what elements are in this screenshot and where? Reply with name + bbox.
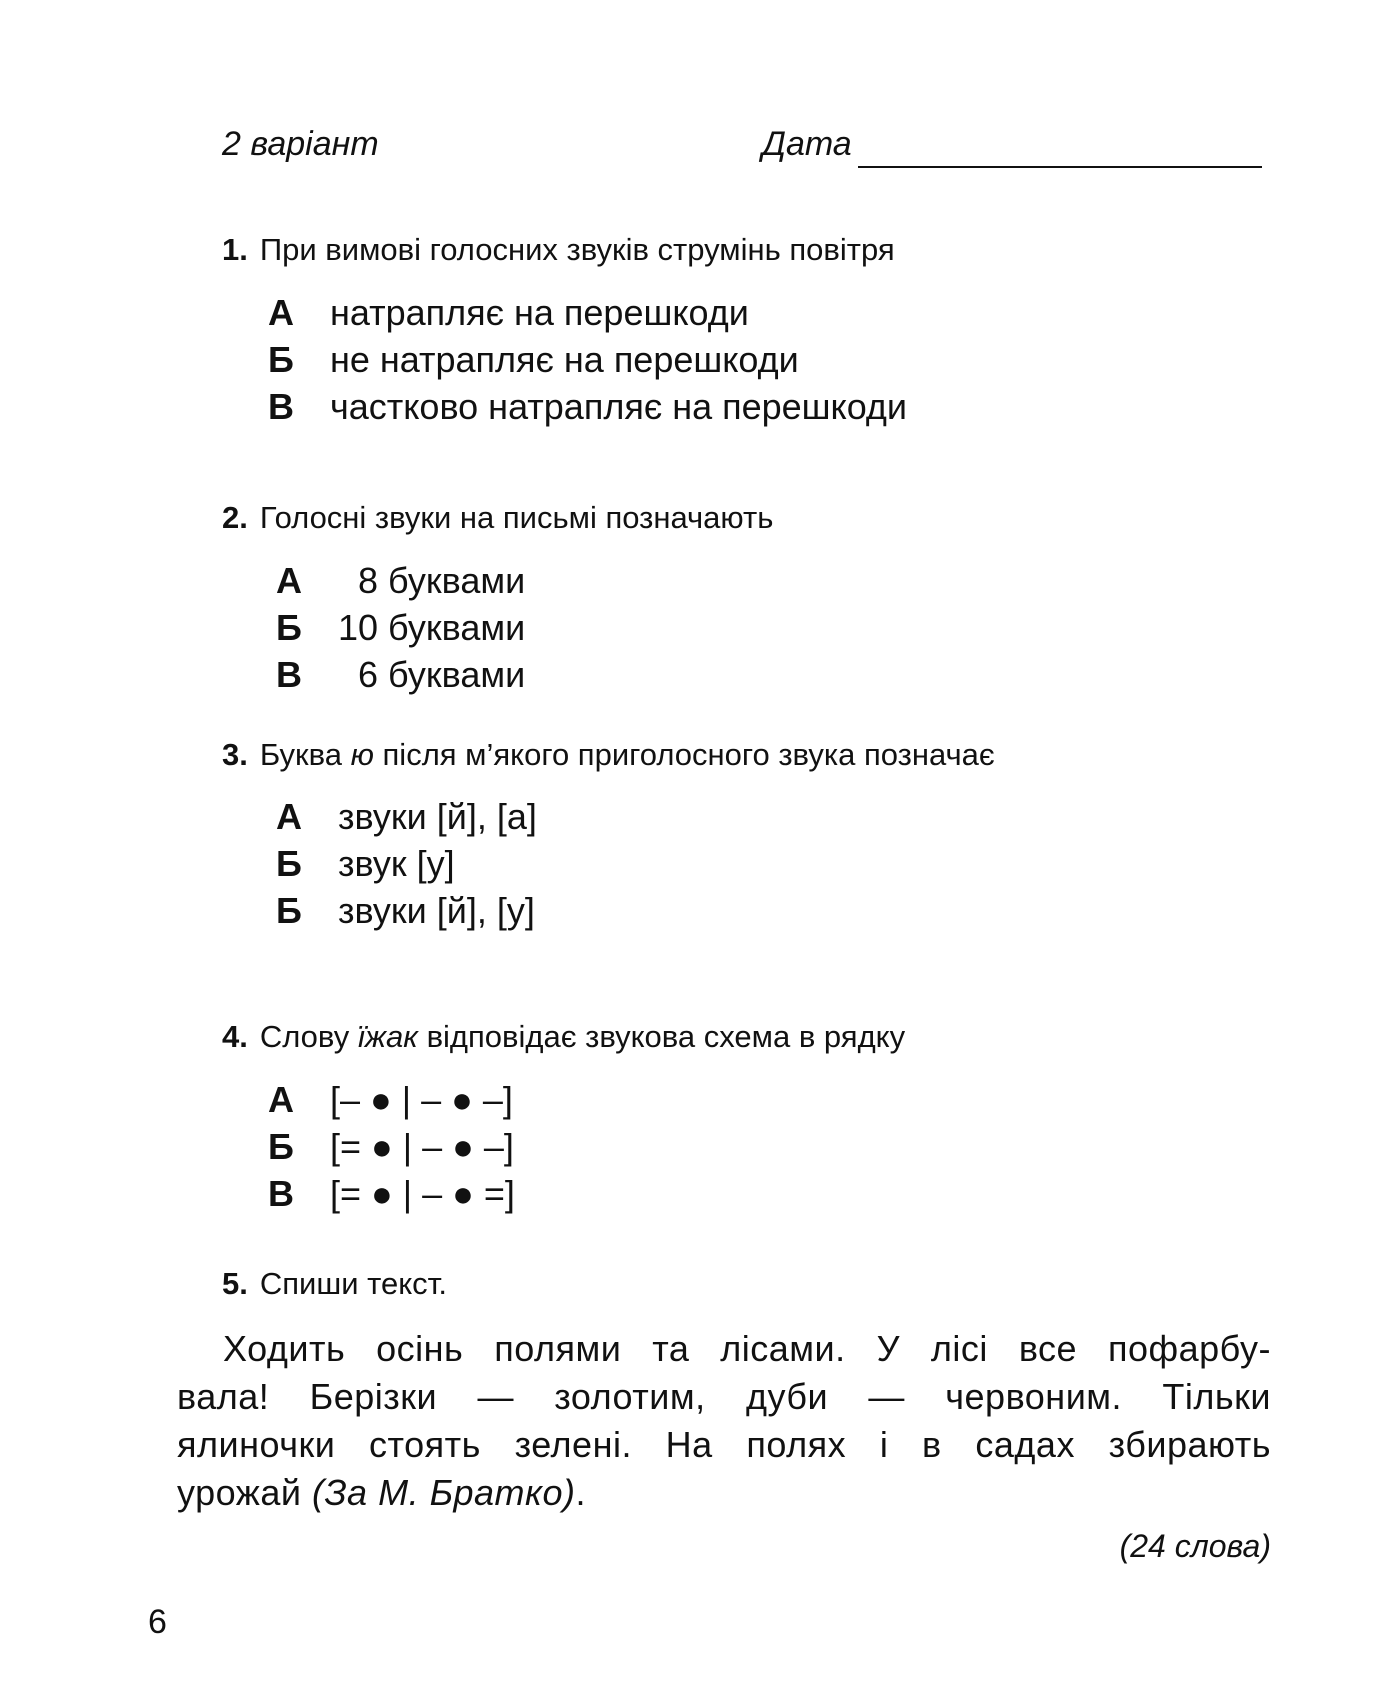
option-text: 10 буквами	[338, 607, 526, 648]
text-line-start: урожай	[177, 1472, 302, 1513]
question-word: їжак	[357, 1019, 418, 1054]
q4-option-a	[268, 1079, 513, 1121]
option-letter: А	[268, 1079, 294, 1120]
dictation-text	[177, 1325, 1271, 1517]
option-text: 6 буквами	[358, 654, 526, 695]
q2-option-a	[276, 560, 525, 602]
question-1	[222, 232, 895, 268]
question-text-after: після м’якого приголосного звука позначає	[382, 737, 995, 772]
option-text: не натрапляє на перешкоди	[330, 339, 799, 380]
text-line: Ходить осінь полями та лісами. У лісі все пофарбу-	[223, 1328, 1271, 1369]
sound-scheme: [= ● | – ● =]	[330, 1173, 515, 1214]
q2-option-b	[276, 607, 525, 649]
q1-option-b	[268, 339, 799, 381]
question-number: 4.	[222, 1019, 248, 1054]
q4-option-b	[268, 1126, 514, 1168]
option-text: звуки [й], [у]	[338, 890, 535, 931]
q4-option-c	[268, 1173, 515, 1215]
variant-label: 2 варіант	[222, 125, 379, 163]
text-line: ялиночки стоять зелені. На полях і в садах збирають	[177, 1424, 1271, 1465]
question-4	[222, 1019, 905, 1055]
date-label: Дата	[762, 125, 852, 163]
option-letter: А	[276, 796, 302, 837]
question-text: Спиши текст.	[259, 1266, 448, 1301]
question-5	[222, 1266, 447, 1302]
option-letter: В	[276, 654, 302, 695]
option-text: натрапляє на перешкоди	[330, 292, 749, 333]
option-letter: Б	[268, 339, 294, 380]
option-letter: В	[268, 1173, 294, 1214]
question-number: 2.	[222, 500, 248, 535]
sound-scheme: [= ● | – ● –]	[330, 1126, 514, 1167]
word-count: (24 слова)	[1119, 1528, 1271, 1564]
question-3	[222, 737, 995, 773]
sound-scheme: [– ● | – ● –]	[330, 1079, 513, 1120]
option-letter: Б	[268, 1126, 294, 1167]
q2-option-c	[276, 654, 525, 696]
question-number: 1.	[222, 232, 248, 267]
question-word: ю	[350, 737, 374, 772]
option-letter: Б	[276, 607, 302, 648]
text-line	[177, 1469, 1271, 1517]
question-text-before: Слову	[259, 1019, 350, 1054]
option-letter: А	[276, 560, 302, 601]
text-source: (За М. Братко)	[311, 1472, 576, 1513]
text-line-end: .	[575, 1472, 587, 1513]
q1-option-c	[268, 386, 907, 428]
text-line: вала! Берізки — золотим, дуби — червоним. Тільки	[177, 1376, 1271, 1417]
question-number: 5.	[222, 1266, 248, 1301]
option-text: 8 буквами	[358, 560, 526, 601]
q3-option-c	[276, 890, 535, 932]
question-number: 3.	[222, 737, 248, 772]
option-text: звук [у]	[338, 843, 455, 884]
question-text: Голосні звуки на письмі позначають	[259, 500, 774, 535]
option-letter: В	[268, 386, 294, 427]
date-field-line[interactable]	[858, 166, 1262, 168]
option-text: частково натрапляє на перешкоди	[330, 386, 908, 427]
page-number: 6	[148, 1603, 167, 1641]
question-2	[222, 500, 773, 536]
question-text: При вимові голосних звуків струмінь повітря	[259, 232, 895, 267]
question-text-after: відповідає звукова схема в рядку	[426, 1019, 906, 1054]
question-text-before: Буква	[259, 737, 342, 772]
option-text: звуки [й], [а]	[338, 796, 537, 837]
option-letter: Б	[276, 890, 302, 931]
option-letter: А	[268, 292, 294, 333]
q3-option-b	[276, 843, 455, 885]
q1-option-a	[268, 292, 749, 334]
option-letter: Б	[276, 843, 302, 884]
q3-option-a	[276, 796, 537, 838]
